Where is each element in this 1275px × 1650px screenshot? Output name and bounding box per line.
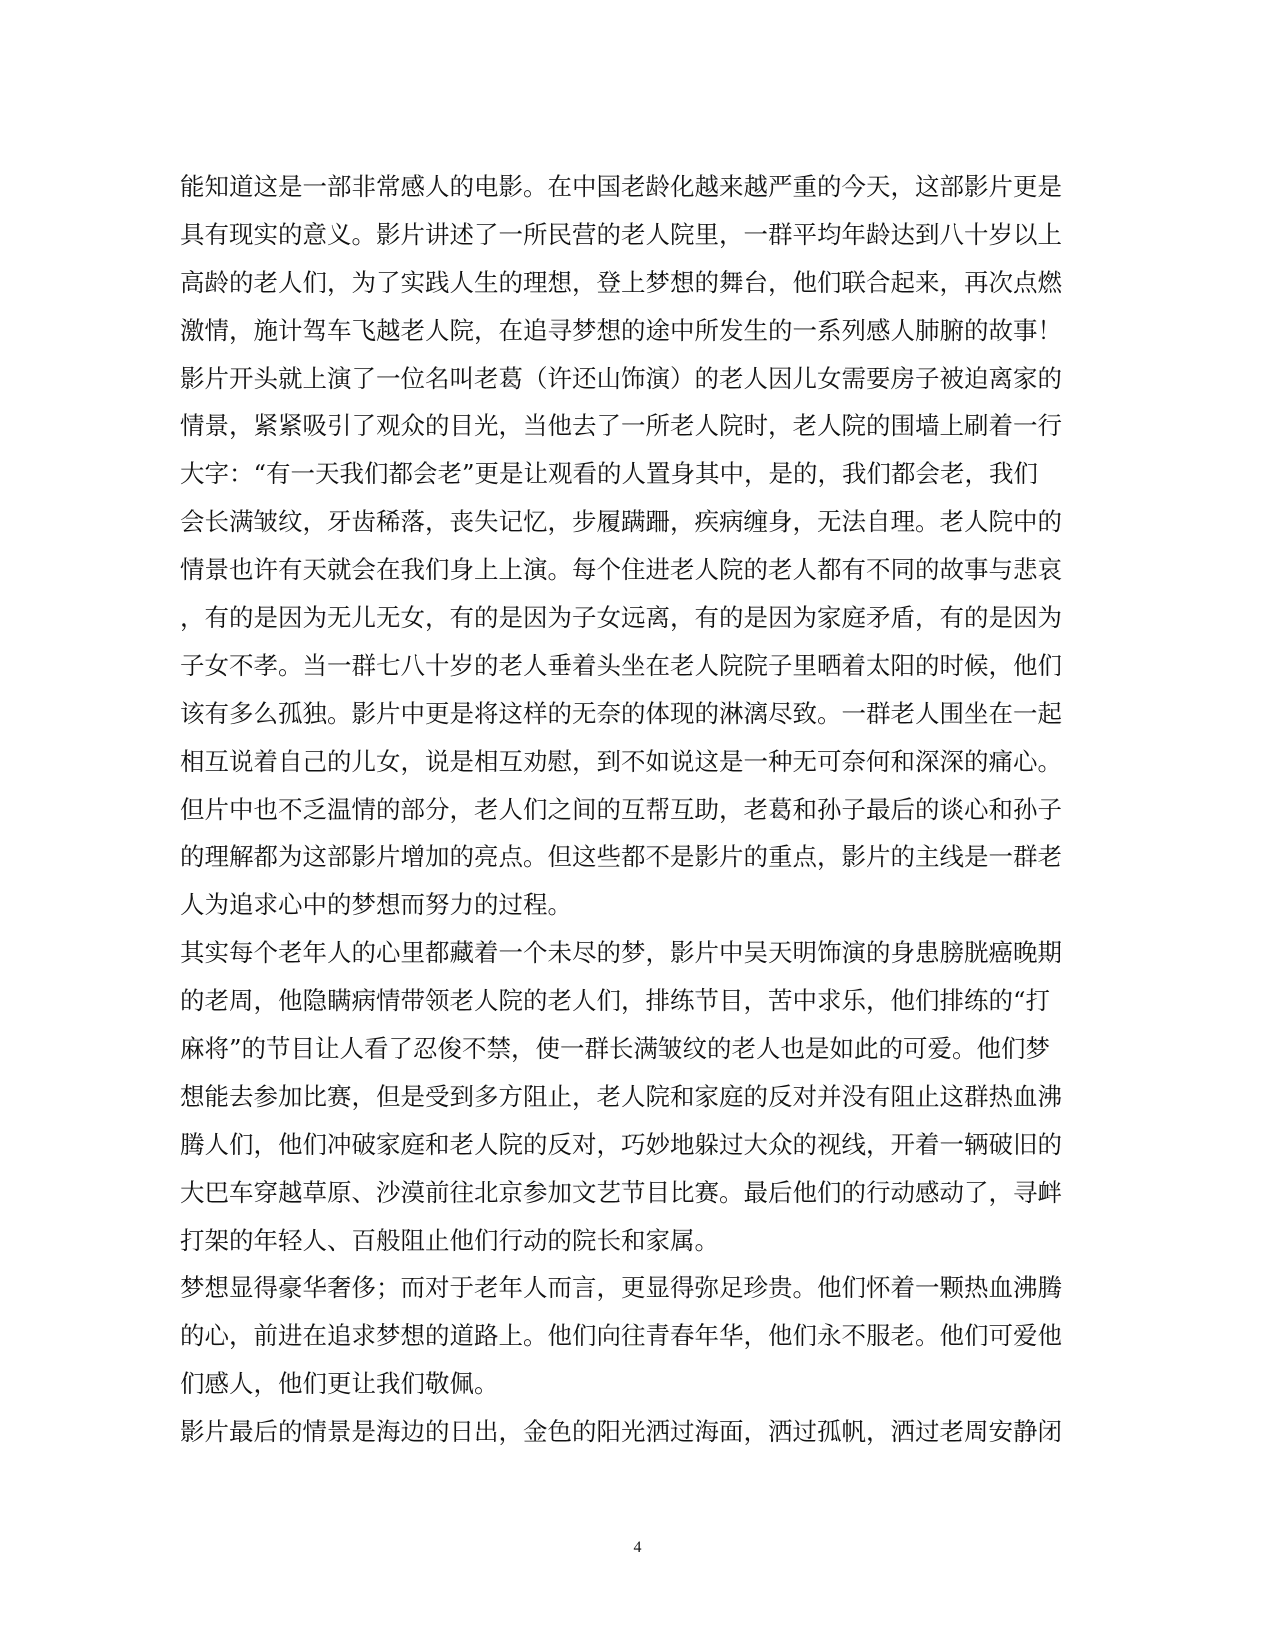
- text-line: 腾人们，他们冲破家庭和老人院的反对，巧妙地躲过大众的视线，开着一辆破旧的: [180, 1129, 1062, 1159]
- text-line: 情景也许有天就会在我们身上上演。每个住进老人院的老人都有不同的故事与悲哀: [180, 555, 1062, 585]
- text-line: 子女不孝。当一群七八十岁的老人垂着头坐在老人院院子里晒着太阳的时候，他们: [180, 650, 1062, 680]
- text-line: 影片最后的情景是海边的日出，金色的阳光洒过海面，洒过孤帆，洒过老周安静闭: [180, 1417, 1062, 1447]
- text-line: 能知道这是一部非常感人的电影。在中国老龄化越来越严重的今天，这部影片更是: [180, 172, 1062, 201]
- text-line: 其实每个老年人的心里都藏着一个未尽的梦，影片中吴天明饰演的身患膀胱癌晚期: [180, 938, 1062, 968]
- text-line: 大巴车穿越草原、沙漠前往北京参加文艺节目比赛。最后他们的行动感动了，寻衅: [180, 1177, 1062, 1207]
- text-line: ，有的是因为无儿无女，有的是因为子女远离，有的是因为家庭矛盾，有的是因为: [180, 603, 1062, 633]
- text-line: 人为追求心中的梦想而努力的过程。: [180, 890, 572, 920]
- text-line: 想能去参加比赛，但是受到多方阻止，老人院和家庭的反对并没有阻止这群热血沸: [180, 1081, 1062, 1111]
- text-line: 梦想显得豪华奢侈；而对于老年人而言，更显得弥足珍贵。他们怀着一颗热血沸腾: [180, 1273, 1062, 1303]
- text-line: 大字：“有一天我们都会老”更是让观看的人置身其中，是的，我们都会老，我们: [180, 459, 1039, 489]
- text-line: 情景，紧紧吸引了观众的目光，当他去了一所老人院时，老人院的围墙上刷着一行: [180, 411, 1062, 441]
- text-line: 但片中也不乏温情的部分，老人们之间的互帮互助，老葛和孙子最后的谈心和孙子: [180, 794, 1062, 824]
- text-line: 们感人，他们更让我们敬佩。: [180, 1369, 499, 1399]
- page-number: 4: [633, 1539, 642, 1556]
- text-line: 该有多么孤独。影片中更是将这样的无奈的体现的淋漓尽致。一群老人围坐在一起: [180, 698, 1062, 728]
- text-line: 激情，施计驾车飞越老人院，在追寻梦想的途中所发生的一系列感人肺腑的故事！: [180, 315, 1062, 345]
- text-line: 麻将”的节目让人看了忍俊不禁，使一群长满皱纹的老人也是如此的可爱。他们梦: [180, 1034, 1051, 1064]
- text-line: 的理解都为这部影片增加的亮点。但这些都不是影片的重点，影片的主线是一群老: [180, 842, 1062, 872]
- text-line: 高龄的老人们，为了实践人生的理想，登上梦想的舞台，他们联合起来，再次点燃: [180, 267, 1062, 297]
- body-text: [180, 163, 1080, 1456]
- text-line: 的老周，他隐瞒病情带领老人院的老人们，排练节目，苦中求乐，他们排练的“打: [180, 986, 1051, 1016]
- text-line: 打架的年轻人、百般阻止他们行动的院长和家属。: [180, 1225, 719, 1255]
- text-line: 影片开头就上演了一位名叫老葛（许还山饰演）的老人因儿女需要房子被迫离家的: [180, 363, 1062, 393]
- text-line: 相互说着自己的儿女，说是相互劝慰，到不如说这是一种无可奈何和深深的痛心。: [180, 746, 1062, 776]
- text-line: 具有现实的意义。影片讲述了一所民营的老人院里，一群平均年龄达到八十岁以上: [180, 219, 1062, 249]
- text-line: 会长满皱纹，牙齿稀落，丧失记忆，步履蹒跚，疾病缠身，无法自理。老人院中的: [180, 507, 1062, 537]
- text-line: 的心，前进在追求梦想的道路上。他们向往青春年华，他们永不服老。他们可爱他: [180, 1321, 1062, 1351]
